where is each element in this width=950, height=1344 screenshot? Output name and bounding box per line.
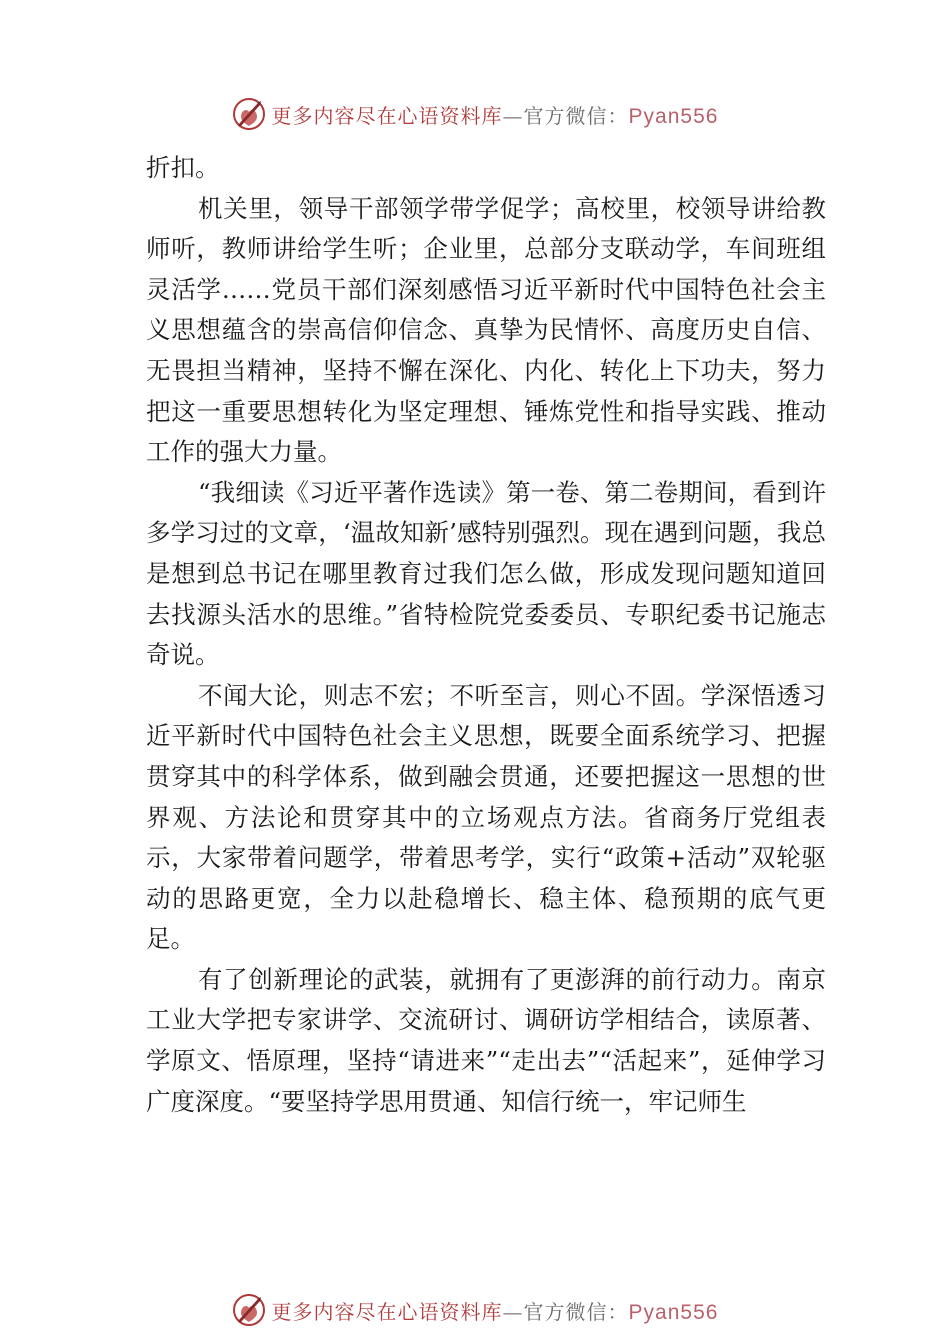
footer-wechat-id: Pyan556 (628, 1300, 719, 1324)
paragraph: 机关里，领导干部领学带学促学；高校里，校领导讲给教师听，教师讲给学生听；企业里，总部分支联动学，车间班组灵活学……党员干部们深刻感悟习近平新时代中国特色社会主义思想蕴含的崇高信仰信念、真挚为民情怀、高度历史自信、无畏担当精神，坚持不懈在深化、内化、转化上下功夫，努力把这一重要思想转化为坚定理想、锤炼党性和指导实践、推动工作的强大力量。 (146, 193, 826, 467)
pen-heart-logo-icon (232, 97, 266, 131)
paragraph: 不闻大论，则志不宏；不听至言，则心不固。学深悟透习近平新时代中国特色社会主义思想，既要全面系统学习、把握贯穿其中的科学体系，做到融会贯通，还要把握这一思想的世界观、方法论和贯穿其中的立场观点方法。省商务厅党组表示，大家带着问题学，带着思考学，实行“政策+活动”双轮驱动的思路更宽，全力以赴稳增长、稳主体、稳预期的底气更足。 (146, 680, 826, 954)
paragraph: “我细读《习近平著作选读》第一卷、第二卷期间，看到许多学习过的文章，‘温故知新’感特别强烈。现在遇到问题，我总是想到总书记在哪里教育过我们怎么做，形成发现问题知道回去找源头活水的思维。”省特检院党委委员、专职纪委书记施志奇说。 (146, 477, 826, 670)
document-body (146, 148, 826, 1122)
paragraph-continuation: 折扣。 (146, 153, 220, 182)
footer-dash: — (502, 1299, 524, 1324)
header-wechat-id: Pyan556 (628, 104, 719, 128)
footer-text (272, 1296, 719, 1325)
footer-banner (0, 1290, 950, 1330)
footer-wechat-label: 官方微信： (523, 1299, 629, 1324)
header-dash: — (502, 103, 524, 128)
header-wechat-label: 官方微信： (523, 103, 629, 128)
paragraph: 有了创新理论的武装，就拥有了更澎湃的前行动力。南京工业大学把专家讲学、交流研讨、调研访学相结合，读原著、学原文、悟原理，坚持“请进来”“走出去”“活起来”，延伸学习广度深度。“要坚持学思用贯通、知信行统一，牢记师生 (146, 964, 826, 1116)
header-banner (0, 94, 950, 134)
header-text (272, 100, 719, 129)
pen-heart-logo-icon (232, 1293, 266, 1327)
header-brand: 更多内容尽在心语资料库 (271, 103, 503, 128)
footer-brand: 更多内容尽在心语资料库 (271, 1299, 503, 1324)
